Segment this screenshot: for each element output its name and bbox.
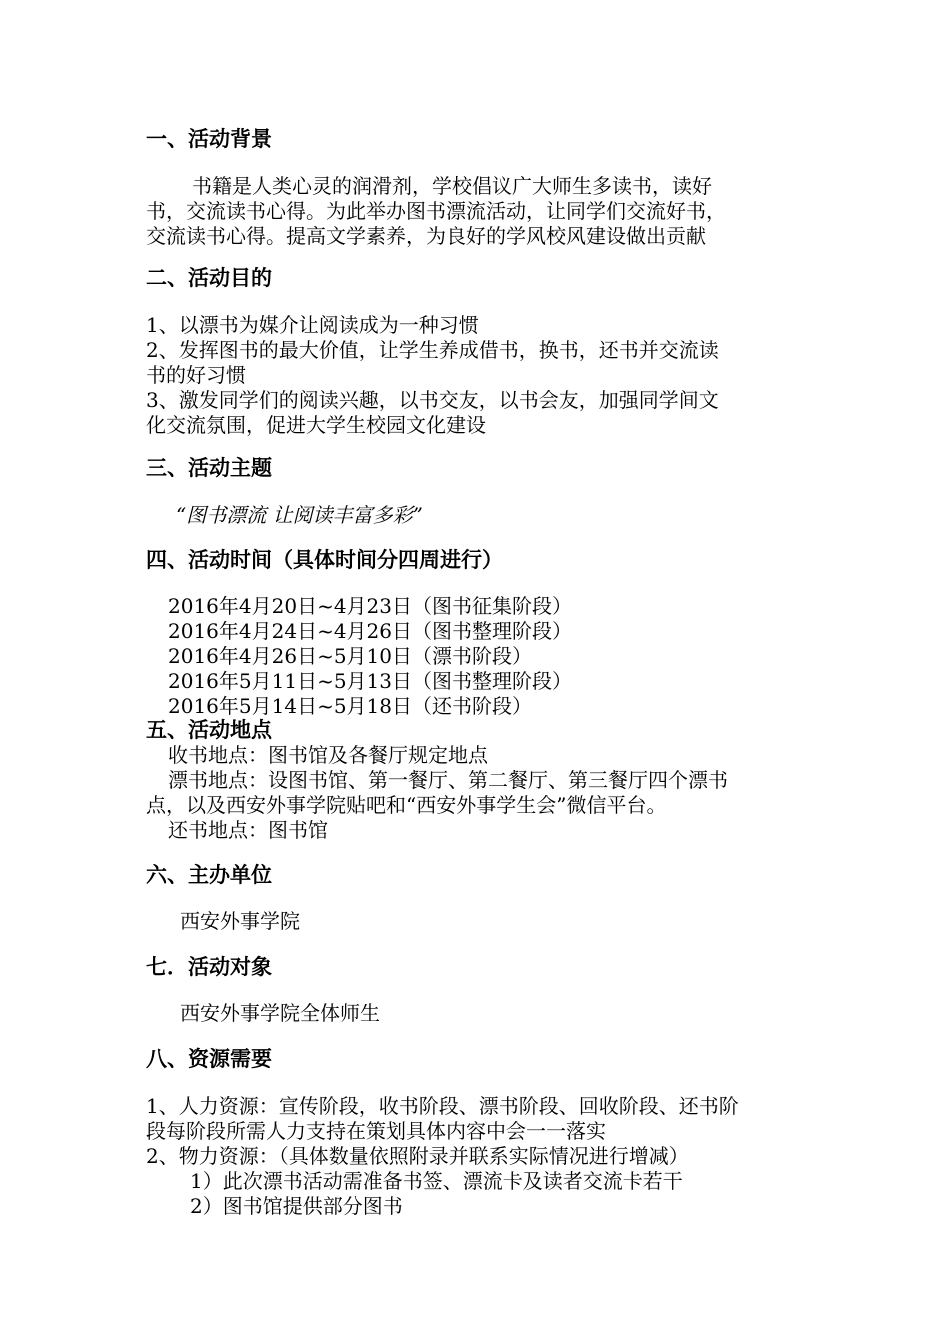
schedule-item-1: 2016年4月20日~4月23日（图书征集阶段） xyxy=(168,594,573,618)
resources-line-4: 1）此次漂书活动需准备书签、漂流卡及读者交流卡若干 xyxy=(190,1169,683,1193)
resources-line-1: 1、人力资源：宣传阶段，收书阶段、漂书阶段、回收阶段、还书阶 xyxy=(146,1094,739,1118)
section-heading-purpose: 二、活动目的 xyxy=(146,266,272,290)
purpose-line-2: 2、发挥图书的最大价值，让学生养成借书，换书，还书并交流读 xyxy=(146,338,719,362)
location-drift-line-1: 漂书地点：设图书馆、第一餐厅、第二餐厅、第三餐厅四个漂书 xyxy=(168,768,728,792)
background-line-1: 书籍是人类心灵的润滑剂，学校倡议广大师生多读书，读好 xyxy=(192,174,712,198)
section-heading-theme: 三、活动主题 xyxy=(146,456,272,480)
section-heading-resources: 八、资源需要 xyxy=(146,1047,272,1071)
theme-slogan: “图书漂流 让阅读丰富多彩” xyxy=(176,503,423,527)
resources-line-5: 2）图书馆提供部分图书 xyxy=(190,1194,403,1218)
resources-line-3: 2、物力资源：（具体数量依照附录并联系实际情况进行增减） xyxy=(146,1144,689,1168)
schedule-item-3: 2016年4月26日~5月10日（漂书阶段） xyxy=(168,644,533,668)
location-drift-line-2: 点，以及西安外事学院贴吧和“西安外事学生会”微信平台。 xyxy=(146,793,667,817)
schedule-item-4: 2016年5月11日~5月13日（图书整理阶段） xyxy=(168,669,573,693)
location-return: 还书地点：图书馆 xyxy=(168,818,328,842)
schedule-item-5: 2016年5月14日~5月18日（还书阶段） xyxy=(168,694,533,718)
section-heading-background: 一、活动背景 xyxy=(146,127,272,151)
section-heading-organizer: 六、主办单位 xyxy=(146,863,272,887)
location-collect: 收书地点：图书馆及各餐厅规定地点 xyxy=(168,743,488,767)
section-heading-time: 四、活动时间（具体时间分四周进行） xyxy=(146,548,503,572)
resources-line-2: 段每阶段所需人力支持在策划具体内容中会一一落实 xyxy=(146,1119,606,1143)
purpose-line-3: 书的好习惯 xyxy=(146,363,246,387)
background-line-3: 交流读书心得。提高文学素养，为良好的学风校风建设做出贡献 xyxy=(146,224,706,248)
schedule-item-2: 2016年4月24日~4月26日（图书整理阶段） xyxy=(168,619,573,643)
purpose-line-5: 化交流氛围，促进大学生校园文化建设 xyxy=(146,413,486,437)
purpose-line-4: 3、激发同学们的阅读兴趣，以书交友，以书会友，加强同学间文 xyxy=(146,388,719,412)
organizer-name: 西安外事学院 xyxy=(180,909,300,933)
section-heading-audience: 七．活动对象 xyxy=(146,955,272,979)
audience-text: 西安外事学院全体师生 xyxy=(180,1001,380,1025)
section-heading-location: 五、活动地点 xyxy=(146,718,272,742)
purpose-line-1: 1、以漂书为媒介让阅读成为一种习惯 xyxy=(146,313,479,337)
background-line-2: 书，交流读书心得。为此举办图书漂流活动，让同学们交流好书， xyxy=(146,199,726,223)
